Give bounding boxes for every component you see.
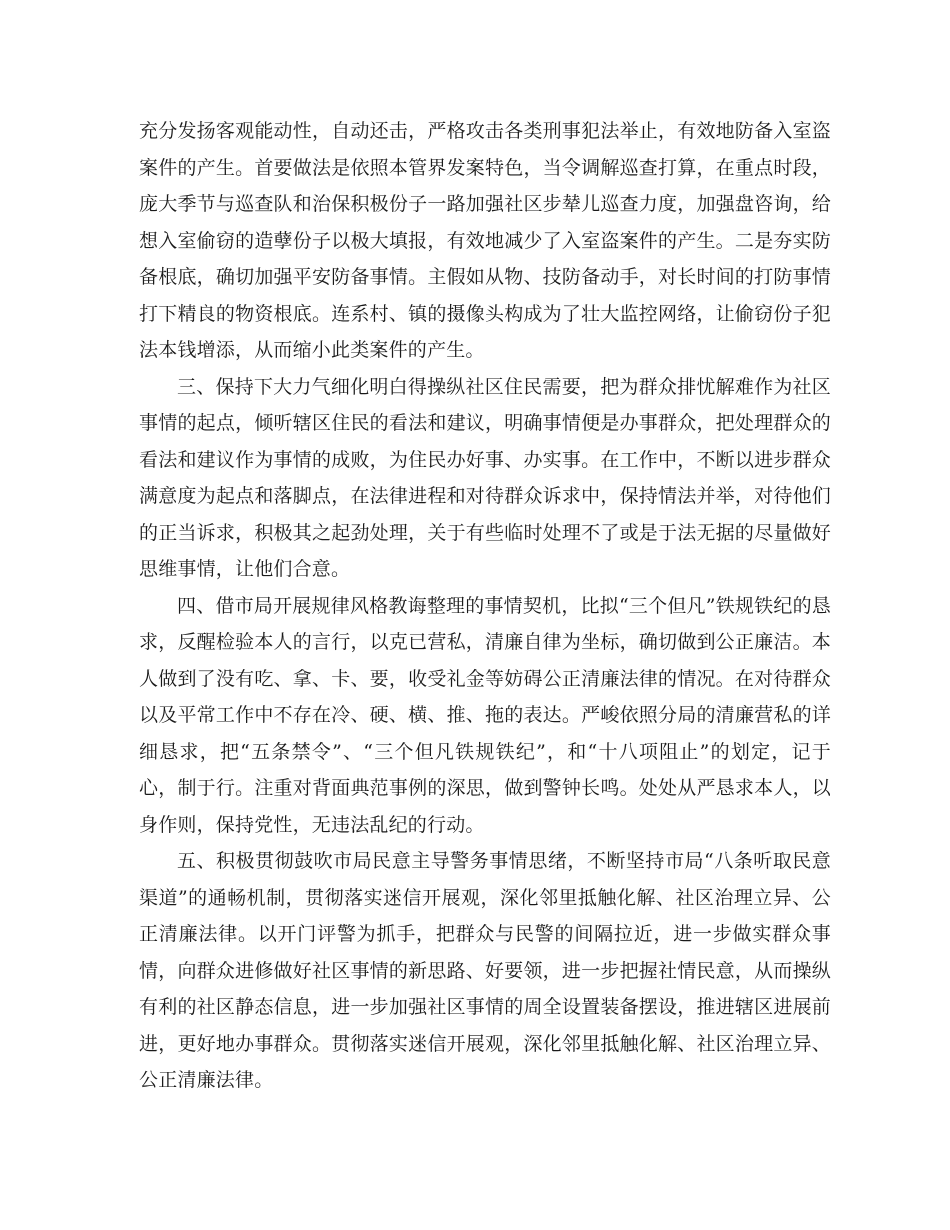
paragraph-3: 四、借市局开展规律风格教诲整理的事情契机，比拟“三个但凡”铁规铁纪的恳求，反醒检验本人的言行，以克已营私，清廉自律为坐标，确切做到公正廉洁。本人做到了没有吃、拿、卡、要，收受礼金等妨碍公正清廉法律的情况。在对待群众以及平常工作中不存在冷、硬、横、推、拖的表达。严峻依照分局的清廉营私的详细恳求，把“五条禁令”、“三个但凡铁规铁纪”，和“十八项阻止”的划定，记于心，制于行。注重对背面典范事例的深思，做到警钟长鸣。处处从严恳求本人，以身作则，保持党性，无违法乱纪的行动。 [139, 594, 831, 836]
paragraph-1: 充分发扬客观能动性，自动还击，严格攻击各类刑事犯法举止，有效地防备入室盗案件的产生。首要做法是依照本管界发案特色，当令调解巡查打算，在重点时段，庞大季节与巡查队和治保积极份子一路加强社区步辇儿巡查力度，加强盘咨询，给想入室偷窃的造孽份子以极大填报，有效地减少了入室盗案件的产生。二是夯实防备根底，确切加强平安防备事情。主假如从物、技防备动手，对长时间的打防事情打下精良的物资根底。连系村、镇的摄像头构成为了壮大监控网络，让偷窃份子犯法本钱增添，从而缩小此类案件的产生。 [139, 120, 831, 361]
paragraph-4: 五、积极贯彻鼓吹市局民意主导警务事情思绪，不断坚持市局“八条听取民意渠道”的通畅机制，贯彻落实迷信开展观，深化邻里抵触化解、社区治理立异、公正清廉法律。以开门评警为抓手，把群众与民警的间隔拉近，进一步做实群众事情，向群众进修做好社区事情的新思路、好要领，进一步把握社情民意，从而操纵有利的社区静态信息，进一步加强社区事情的周全设置装备摆设，推进辖区进展前进，更好地办事群众。贯彻落实迷信开展观，深化邻里抵触化解、社区治理立异、公正清廉法律。 [139, 850, 831, 1091]
document-body [139, 113, 831, 1099]
paragraph-2: 三、保持下大力气细化明白得操纵社区住民需要，把为群众排忧解难作为社区事情的起点，倾听辖区住民的看法和建议，明确事情便是办事群众，把处理群众的看法和建议作为事情的成败，为住民办好事、办实事。在工作中，不断以进步群众满意度为起点和落脚点，在法律进程和对待群众诉求中，保持情法并举，对待他们的正当诉求，积极其之起劲处理，关于有些临时处理不了或是于法无据的尽量做好思维事情，让他们合意。 [139, 375, 831, 580]
